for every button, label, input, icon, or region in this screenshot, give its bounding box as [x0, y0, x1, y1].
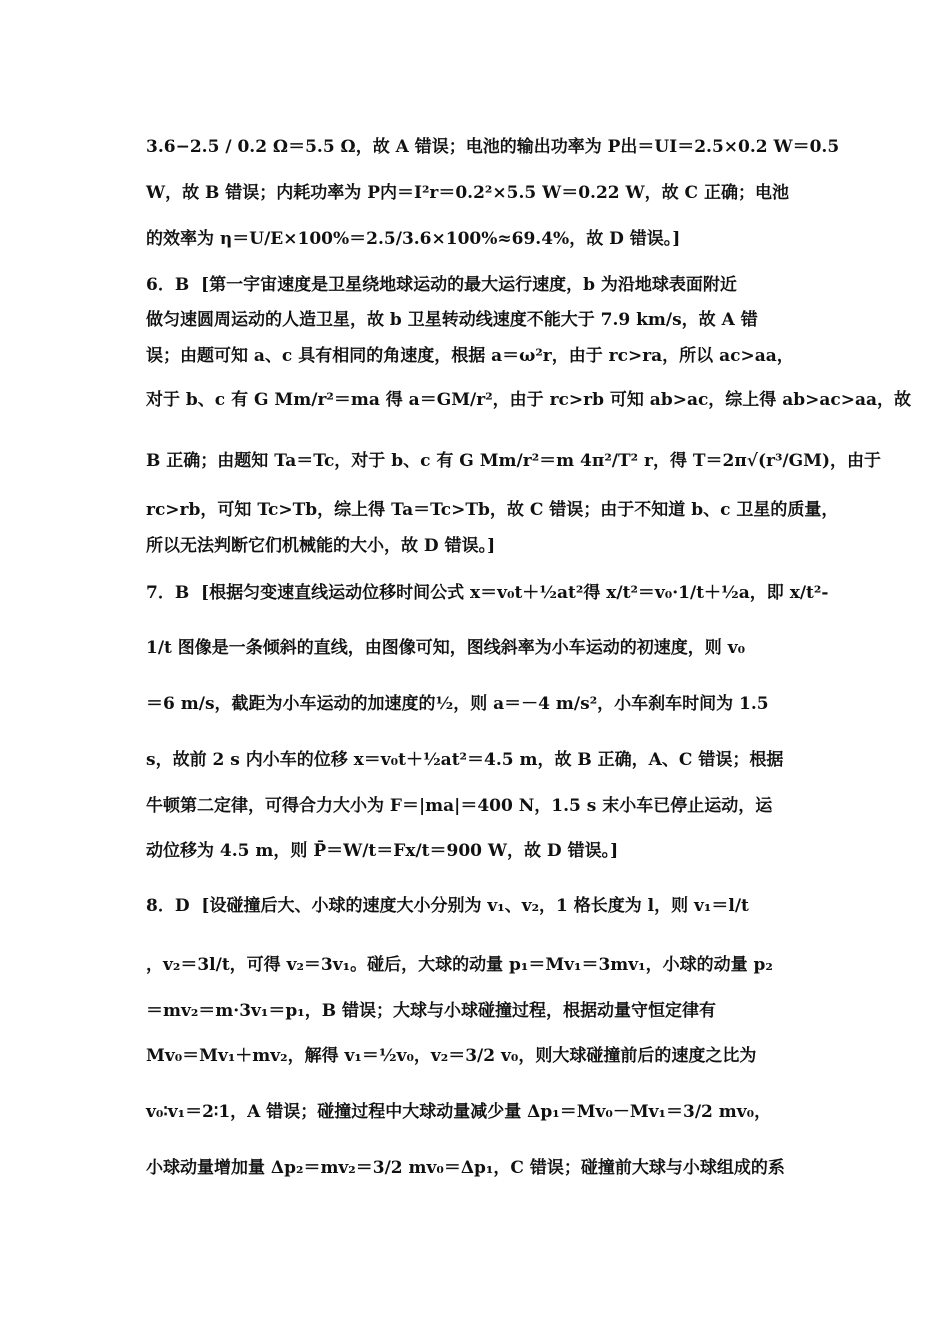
text-line: 小球动量增加量 Δp₂＝mv₂＝3/2 mv₀＝Δp₁，C 错误；碰撞前大球与小球组成的系 [146, 1158, 785, 1178]
text-line: v₀∶v₁＝2∶1，A 错误；碰撞过程中大球动量减少量 Δp₁＝Mv₀－Mv₁＝3/2 mv₀， [146, 1102, 772, 1122]
text-line: 7．B [根据匀变速直线运动位移时间公式 x＝v₀t＋½at²得 x/t²＝v₀·1/t＋½a，即 x/t²- [146, 583, 829, 603]
text-line: 对于 b、c 有 G Mm/r²＝ma 得 a＝GM/r²，由于 rc>rb 可知 ab>ac，综上得 ab>ac>aa，故 [146, 390, 912, 410]
text-line: 牛顿第二定律，可得合力大小为 F＝|ma|＝400 N，1.5 s 末小车已停止运动，运 [146, 796, 773, 816]
text-line: 8．D [设碰撞后大、小球的速度大小分别为 v₁、v₂，1 格长度为 l，则 v₁＝l/t [146, 896, 749, 916]
text-line: 3.6−2.5 / 0.2 Ω＝5.5 Ω，故 A 错误；电池的输出功率为 P出＝UI＝2.5×0.2 W＝0.5 [146, 137, 840, 157]
text-line: ＝6 m/s，截距为小车运动的加速度的½，则 a＝－4 m/s²，小车刹车时间为 1.5 [146, 694, 769, 714]
text-line: B 正确；由题知 Ta＝Tc，对于 b、c 有 G Mm/r²＝m 4π²/T² r，得 T＝2π√(r³/GM)，由于 [146, 451, 881, 471]
text-line: s，故前 2 s 内小车的位移 x＝v₀t＋½at²＝4.5 m，故 B 正确，A、C 错误；根据 [146, 750, 784, 770]
text-line: 所以无法判断它们机械能的大小，故 D 错误。] [146, 536, 496, 556]
text-line: 1/t 图像是一条倾斜的直线，由图像可知，图线斜率为小车运动的初速度，则 v₀ [146, 638, 746, 658]
text-line: 做匀速圆周运动的人造卫星，故 b 卫星转动线速度不能大于 7.9 km/s，故 A 错 [146, 310, 758, 330]
text-line: rc>rb，可知 Tc>Tb，综上得 Ta＝Tc>Tb，故 C 错误；由于不知道 b、c 卫星的质量， [146, 500, 839, 520]
text-line: 误；由题可知 a、c 具有相同的角速度，根据 a＝ω²r，由于 rc>ra，所以 ac>aa， [146, 346, 794, 366]
text-line: 6．B [第一宇宙速度是卫星绕地球运动的最大运行速度，b 为沿地球表面附近 [146, 275, 737, 295]
text-line: 的效率为 η＝U/E×100%＝2.5/3.6×100%≈69.4%，故 D 错误。] [146, 229, 681, 249]
text-line: ＝mv₂＝m·3v₁＝p₁，B 错误；大球与小球碰撞过程，根据动量守恒定律有 [146, 1001, 716, 1021]
text-line: 动位移为 4.5 m，则 P̄＝W/t＝Fx/t＝900 W，故 D 错误。] [146, 841, 619, 861]
text-line: ，v₂＝3l/t，可得 v₂＝3v₁。碰后，大球的动量 p₁＝Mv₁＝3mv₁，小球的动量 p₂ [146, 955, 773, 975]
text-line: W，故 B 错误；内耗功率为 P内＝I²r＝0.2²×5.5 W＝0.22 W，故 C 正确；电池 [146, 183, 789, 203]
text-line: Mv₀＝Mv₁＋mv₂，解得 v₁＝½v₀，v₂＝3/2 v₀，则大球碰撞前后的速度之比为 [146, 1046, 757, 1066]
